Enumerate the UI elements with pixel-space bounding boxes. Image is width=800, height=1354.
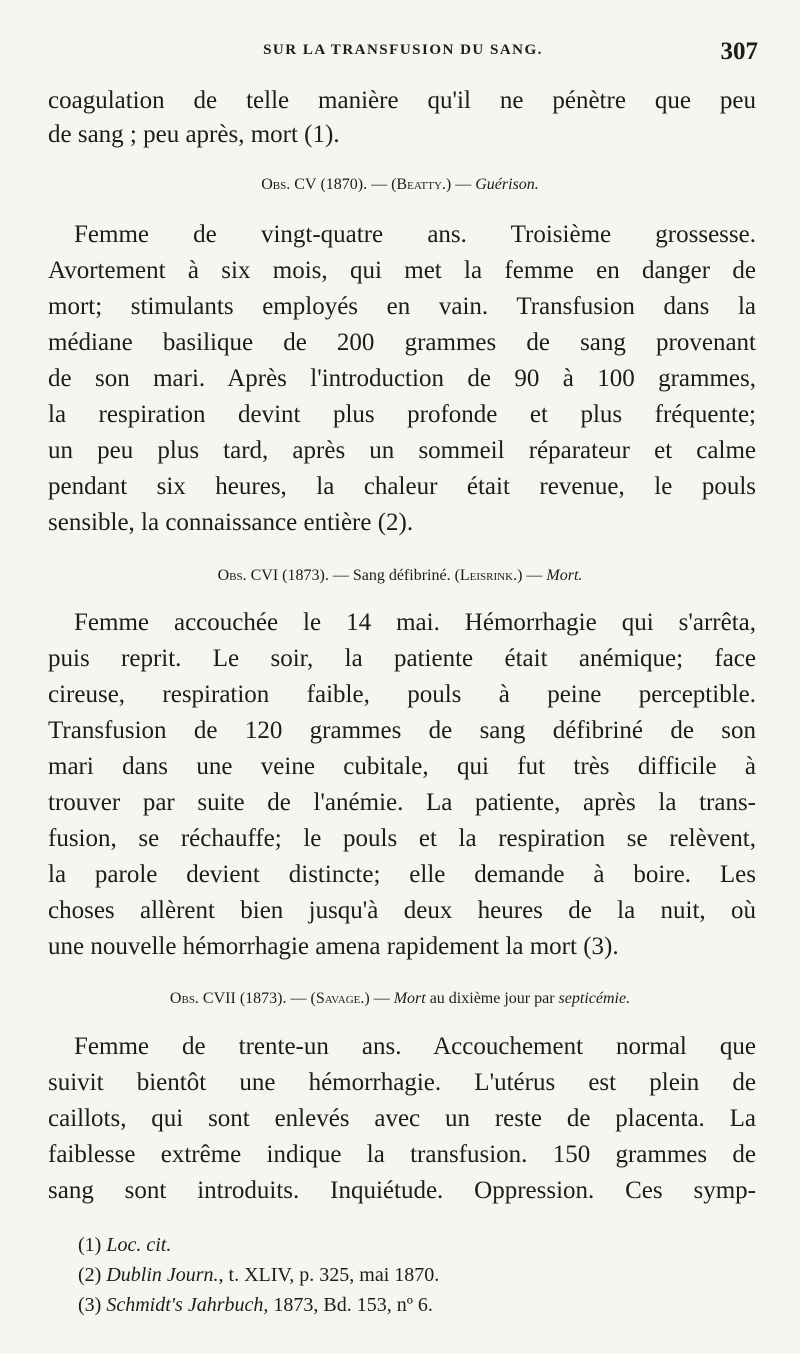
observation-heading-106 xyxy=(0,565,800,587)
paragraph-line: fusion, se réchauffe; le pouls et la respiration se relèvent, xyxy=(48,825,756,852)
observation-heading-107 xyxy=(0,988,800,1010)
obs-author: (Beatty.) xyxy=(391,176,452,193)
paragraph-line: Femme de vingt-quatre ans. Troisième grossesse. xyxy=(74,221,756,248)
footnote-mark: (2) xyxy=(78,1264,102,1286)
footnote-title: Dublin Journ., xyxy=(106,1264,224,1286)
paragraph-line: médiane basilique de 200 grammes de sang provenant xyxy=(48,329,756,356)
paragraph-line: un peu plus tard, après un sommeil réparateur et calme xyxy=(48,437,756,464)
obs-dash: — xyxy=(455,176,472,193)
footnote-rest: 1873, Bd. 153, nº 6. xyxy=(273,1294,433,1316)
paragraph-line: Avortement à six mois, qui met la femme en danger de xyxy=(48,257,756,284)
footnote-mark: (1) xyxy=(78,1234,102,1256)
paragraph-line: Femme accouchée le 14 mai. Hémorrhagie qui s'arrêta, xyxy=(74,609,756,636)
paragraph-line: puis reprit. Le soir, la patiente était anémique; face xyxy=(48,645,756,672)
paragraph-line: la respiration devint plus profonde et plus fréquente; xyxy=(48,401,756,428)
paragraph-line: une nouvelle hémorrhagie amena rapidement la mort (3). xyxy=(48,933,619,960)
obs-dash: — xyxy=(371,176,388,193)
obs-text: Sang défibriné. xyxy=(352,567,451,584)
obs-dash: — xyxy=(373,990,390,1007)
footnote-mark: (3) xyxy=(78,1294,102,1316)
paragraph-line: de sang ; peu après, mort (1). xyxy=(48,121,340,148)
obs-text: au dixième jour par xyxy=(429,990,555,1007)
paragraph-line: suivit bientôt une hémorrhagie. L'utérus est plein de xyxy=(48,1069,756,1096)
paragraph-line: mari dans une veine cubitale, qui fut très difficile à xyxy=(48,753,756,780)
obs-cause: septicémie. xyxy=(558,990,631,1007)
obs-label: Obs. CVI xyxy=(217,567,279,584)
page-header xyxy=(48,38,758,74)
page-number: 307 xyxy=(720,38,758,65)
footnote xyxy=(78,1262,439,1288)
obs-dash: — xyxy=(290,990,307,1007)
paragraph-line: sensible, la connaissance entière (2). xyxy=(48,509,414,536)
obs-year: (1873). xyxy=(239,990,287,1007)
paragraph-line: Femme de trente-un ans. Accouchement normal que xyxy=(74,1033,756,1060)
obs-author: (Savage.) xyxy=(310,990,370,1007)
observation-heading-105 xyxy=(0,174,800,196)
paragraph-line: faiblesse extrême indique la transfusion. 150 grammes de xyxy=(48,1141,756,1168)
obs-year: (1870). xyxy=(320,176,368,193)
paragraph-line: coagulation de telle manière qu'il ne pénètre que peu xyxy=(48,87,756,114)
footnote xyxy=(78,1232,171,1258)
footnote-rest: t. XLIV, p. 325, mai 1870. xyxy=(228,1264,440,1286)
paragraph-line: Transfusion de 120 grammes de sang défibriné de son xyxy=(48,717,756,744)
paragraph-line: caillots, qui sont enlevés avec un reste de placenta. La xyxy=(48,1105,756,1132)
footnote xyxy=(78,1292,433,1318)
paragraph-line: choses allèrent bien jusqu'à deux heures de la nuit, où xyxy=(48,897,756,924)
obs-outcome: Mort. xyxy=(546,567,583,584)
obs-outcome: Mort xyxy=(393,990,426,1007)
footnote-title: Schmidt's Jahrbuch, xyxy=(106,1294,269,1316)
obs-outcome: Guérison. xyxy=(475,176,539,193)
obs-label: Obs. CVII xyxy=(169,990,236,1007)
obs-author: (Leisrink.) xyxy=(454,567,523,584)
paragraph-line: de son mari. Après l'introduction de 90 à 100 grammes, xyxy=(48,365,756,392)
paragraph-line: trouver par suite de l'anémie. La patiente, après la trans- xyxy=(48,789,756,816)
paragraph-line: pendant six heures, la chaleur était revenue, le pouls xyxy=(48,473,756,500)
obs-label: Obs. CV xyxy=(261,176,317,193)
running-head: SUR LA TRANSFUSION DU SANG. xyxy=(263,42,543,58)
obs-dash: — xyxy=(526,567,543,584)
paragraph-line: sang sont introduits. Inquiétude. Oppression. Ces symp- xyxy=(48,1177,756,1204)
paragraph-line: cireuse, respiration faible, pouls à peine perceptible. xyxy=(48,681,756,708)
obs-dash: — xyxy=(332,567,349,584)
footnote-title: Loc. cit. xyxy=(106,1234,172,1256)
obs-year: (1873). xyxy=(282,567,329,584)
paragraph-line: mort; stimulants employés en vain. Transfusion dans la xyxy=(48,293,756,320)
paragraph-line: la parole devient distincte; elle demande à boire. Les xyxy=(48,861,756,888)
